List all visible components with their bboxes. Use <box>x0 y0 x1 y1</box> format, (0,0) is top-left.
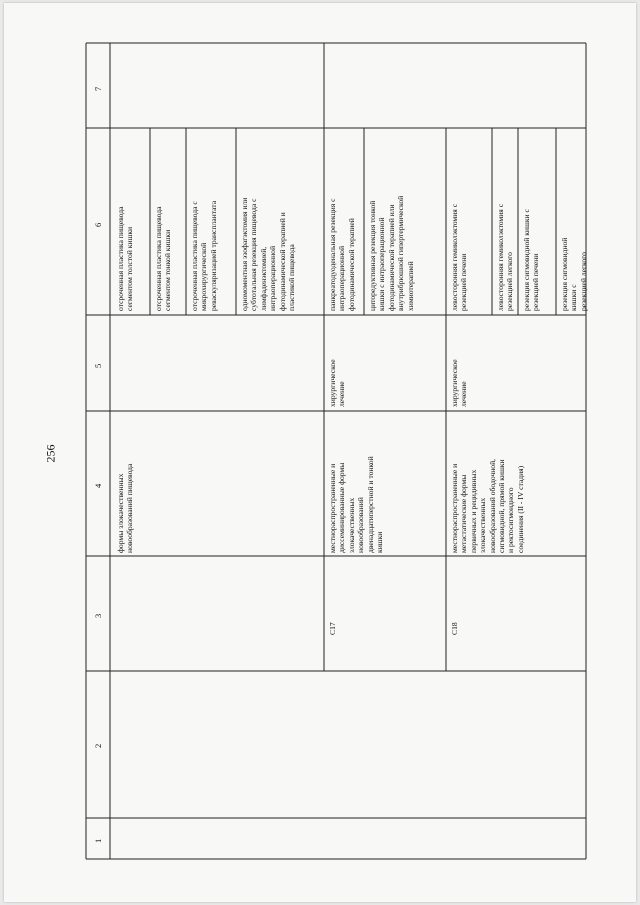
col-header-5: 5 <box>93 363 103 368</box>
col-header-1: 1 <box>93 838 103 843</box>
row2-method-2: циторедуктивная резекция тонкой кишки с интраоперационной фотодинамической терапией или внутрибрюшной гипертермической химиотерапией <box>368 195 415 311</box>
row3-code: C18 <box>450 622 459 635</box>
row1-method-1: отсроченная пластика пищевода сегментом толстой кишки <box>116 206 135 311</box>
row2-code: C17 <box>328 622 337 635</box>
row3-treatment-type: хирургическое лечение <box>450 359 469 407</box>
document-page <box>4 3 636 902</box>
row2-treatment-type: хирургическое лечение <box>328 359 347 407</box>
col-header-6: 6 <box>93 222 103 227</box>
page-number: 256 <box>43 444 58 463</box>
row1-method-4: одномоментная эзофагэктомия или субтотальная резекция пищевода с лимфаденэктомией, интраоперационной фотодинамической терапией и пластикой пищевода <box>240 197 297 311</box>
col-header-3: 3 <box>93 613 103 618</box>
row1-method-3: отсроченная пластика пищевода с микрохирургической реваскуляризацией трансплантата <box>190 200 218 311</box>
col-header-2: 2 <box>93 743 103 748</box>
row3-method-2: левосторонняя гемиколэктомия с резекцией легкого <box>496 203 515 311</box>
table-grid-lines <box>4 3 636 902</box>
row1-method-2: отсроченная пластика пищевода сегментом тонкой кишки <box>154 206 173 311</box>
row3-diagnosis: местнораспространенные и метастатические формы первичных и рецидивных злокачественных новообразований ободочной, сигмовидной, прямой кишки и ректосигмоидного соединения (II - IV стадия) <box>450 458 525 553</box>
row3-method-1: левосторонняя гемиколэктомия с резекцией печени <box>450 203 469 311</box>
row1-diagnosis: формы злокачественных новообразований пищевода <box>116 463 135 553</box>
row3-method-4: резекция сигмовидной кишки с резекцией легкого <box>560 237 588 311</box>
rotated-table <box>4 3 636 902</box>
row2-diagnosis: местнораспространенные и диссеминированные формы злокачественных новообразований двенадцатиперстной и тонкой кишки <box>328 456 385 553</box>
col-header-7: 7 <box>93 86 103 91</box>
row2-method-1: панкреатодуоденальная резекция с интраоперационной фотодинамической терапией <box>328 198 356 311</box>
col-header-4: 4 <box>93 483 103 488</box>
row3-method-3: резекция сигмовидной кишки с резекцией печени <box>522 209 541 311</box>
